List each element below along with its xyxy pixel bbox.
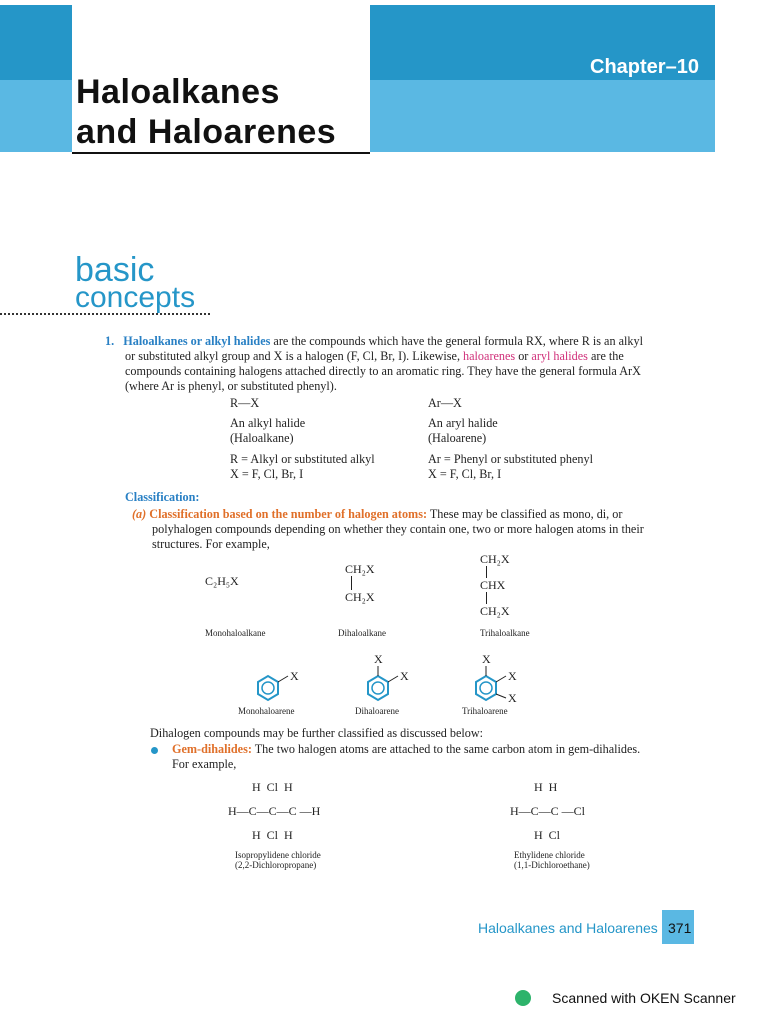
- rx-class: (Haloalkane): [230, 431, 294, 445]
- scanner-watermark: Scanned with OKEN Scanner: [552, 990, 736, 1006]
- mono-label: Monohaloalkane: [205, 628, 266, 638]
- di-label: Dihaloalkane: [338, 628, 386, 638]
- diarene-label: Dihaloarene: [355, 706, 399, 716]
- di-x-top: X: [374, 652, 383, 666]
- eth-bot: H Cl: [534, 828, 561, 842]
- a-line-3: structures. For example,: [152, 537, 270, 551]
- iso-bonds-top: [228, 794, 320, 804]
- eth-iupac: (1,1-Dichloroethane): [514, 860, 590, 870]
- a-text: These may be classified as mono, di, or: [429, 507, 623, 521]
- item-number: 1.: [105, 334, 115, 348]
- item-1-text: are the compounds which have the general formula RX, where R is an alkyl: [273, 334, 643, 348]
- term-aryl-halides: aryl halides: [531, 349, 588, 363]
- rx-formula: R—X: [230, 396, 260, 410]
- isopropylidene-structure: [228, 780, 320, 842]
- mono-formula: C₂H₅X: [205, 574, 239, 588]
- tri-bottom: CH₂X: [480, 604, 510, 618]
- header-band-left-mid: [0, 80, 72, 152]
- ethylidene-structure: [510, 780, 585, 842]
- arx-class: (Haloarene): [428, 431, 487, 445]
- trihaloarene-ring-icon: [468, 662, 528, 707]
- gem-paragraph: [172, 742, 697, 757]
- a-line-2: polyhalogen compounds depending on whether they contain one, two or more halogen atoms in their: [152, 522, 644, 536]
- iso-bot: H Cl H: [252, 828, 293, 842]
- section-word-basic: basic: [75, 251, 155, 289]
- di-bond: [351, 576, 352, 590]
- di-bottom: CH₂X: [345, 590, 375, 604]
- di-x-side: X: [400, 669, 409, 683]
- rx-name: An alkyl halide: [230, 416, 306, 430]
- title-line-1: Haloalkanes: [76, 73, 280, 111]
- tri-bond-1: [486, 566, 487, 578]
- tri-label: Trihaloalkane: [480, 628, 530, 638]
- arx-column: [428, 396, 593, 482]
- triarene-label: Trihaloarene: [462, 706, 508, 716]
- iso-bonds-bottom: [228, 818, 320, 828]
- bullet-icon: [151, 747, 158, 754]
- tri-x-bottom: X: [508, 691, 517, 705]
- item-1-line-3: compounds containing halogens attached directly to an aromatic ring. They have the general formula ArX: [125, 364, 641, 378]
- term-haloalkanes: Haloalkanes or alkyl halides: [123, 334, 271, 348]
- tri-top: CH₂X: [480, 552, 510, 566]
- eth-bonds-top: [510, 794, 585, 804]
- gem-title: Gem-dihalides:: [172, 742, 252, 756]
- a-title: Classification based on the number of halogen atoms:: [149, 507, 428, 521]
- or-word: or: [518, 349, 529, 363]
- iso-name: Isopropylidene chloride: [235, 850, 321, 860]
- chapter-label: Chapter–10: [590, 56, 699, 78]
- tri-x-top: X: [482, 652, 491, 666]
- tri-structure: [480, 552, 510, 618]
- monoarene-label: Monohaloarene: [238, 706, 295, 716]
- classification-heading: Classification:: [125, 490, 200, 504]
- item-1-line-2-end: are the: [590, 349, 624, 363]
- arx-name: An aryl halide: [428, 416, 498, 430]
- gem-text: The two halogen atoms are attached to the same carbon atom in gem-dihalides.: [254, 742, 641, 756]
- section-word-concepts: concepts: [75, 281, 196, 314]
- classification-a: [132, 507, 695, 522]
- eth-bonds-bottom: [510, 818, 585, 828]
- running-title: Haloalkanes and Haloarenes: [478, 920, 658, 936]
- eth-mid: H—C—C —Cl: [510, 804, 586, 818]
- scanner-logo-icon: [515, 990, 531, 1006]
- arx-ar-def: Ar = Phenyl or substituted phenyl: [428, 452, 593, 466]
- page-title: [76, 72, 336, 152]
- arx-x-def: X = F, Cl, Br, I: [428, 467, 502, 481]
- di-top: CH₂X: [345, 562, 375, 576]
- tri-bond-2: [486, 592, 487, 604]
- header-band-left-top: [0, 5, 72, 80]
- header-band-right-mid: [370, 80, 715, 152]
- tri-mid: CHX: [480, 578, 506, 592]
- dotted-divider: [0, 313, 210, 315]
- eth-name: Ethylidene chloride: [514, 850, 585, 860]
- iso-top: H Cl H: [252, 780, 293, 794]
- item-1-line-4: (where Ar is phenyl, or substituted phenyl).: [125, 379, 337, 393]
- item-1-line-2: [125, 349, 695, 364]
- item-1-line-2-text: or substituted alkyl group and X is a halogen (F, Cl, Br, I). Likewise,: [125, 349, 460, 363]
- rx-x-def: X = F, Cl, Br, I: [230, 467, 304, 481]
- iso-iupac: (2,2-Dichloropropane): [235, 860, 317, 870]
- dihalogen-intro: Dihalogen compounds may be further classified as discussed below:: [150, 726, 484, 740]
- term-haloarenes: haloarenes: [463, 349, 516, 363]
- a-label: (a): [132, 507, 147, 521]
- page-number: 371: [668, 920, 692, 936]
- mono-x: X: [290, 669, 299, 683]
- item-1-paragraph: [105, 334, 695, 349]
- monohaloarene-ring-icon: [250, 662, 310, 707]
- dihaloarene-ring-icon: [360, 662, 420, 707]
- eth-top: H H: [534, 780, 558, 794]
- rx-column: [230, 396, 375, 482]
- title-underline: [72, 152, 370, 154]
- arx-formula: Ar—X: [428, 396, 462, 410]
- tri-x-side: X: [508, 669, 517, 683]
- title-line-2: and Haloarenes: [76, 113, 337, 151]
- di-structure: [345, 562, 375, 604]
- rx-r-def: R = Alkyl or substituted alkyl: [230, 452, 375, 466]
- gem-line-2: For example,: [172, 757, 237, 771]
- iso-mid: H—C—C—C —H: [228, 804, 321, 818]
